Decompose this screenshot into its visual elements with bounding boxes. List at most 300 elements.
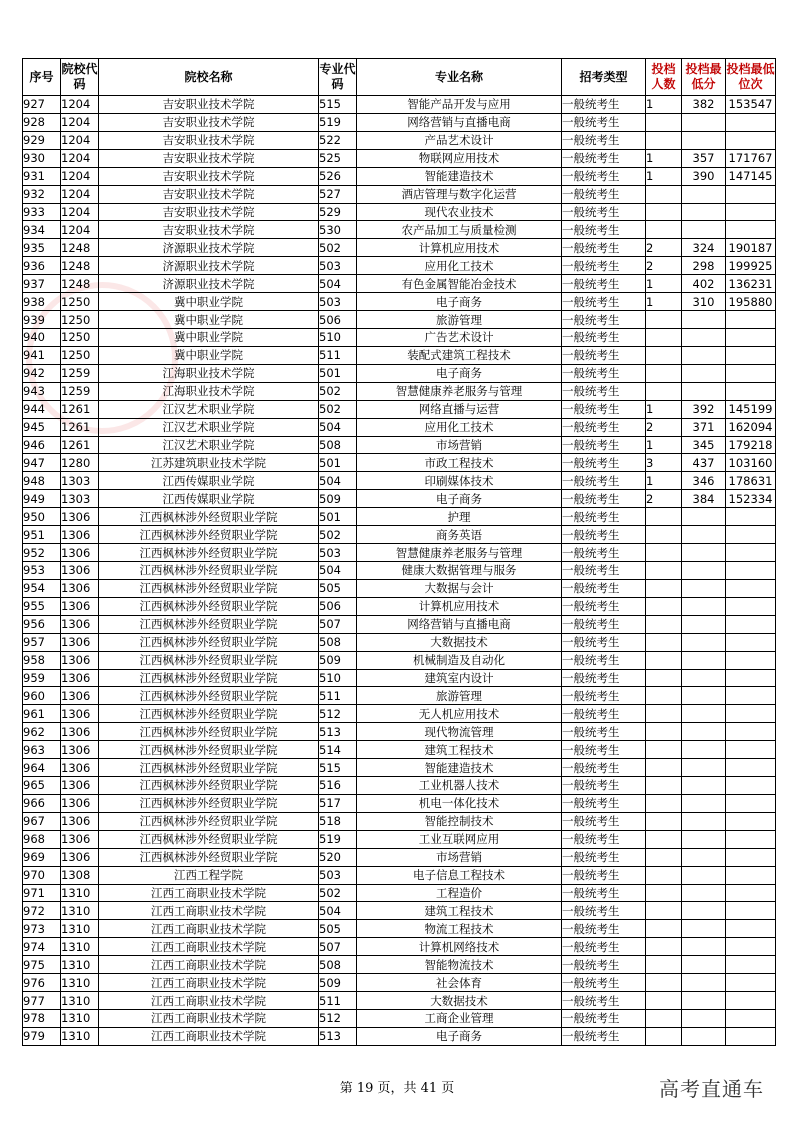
cell-school-name: 江西枫林涉外经贸职业学院 [99,777,319,795]
cell-school-name: 江西枫林涉外经贸职业学院 [99,615,319,633]
cell-type: 一般统考生 [562,1027,646,1045]
cell-count [646,938,682,956]
cell-count [646,544,682,562]
cell-school-code: 1306 [61,794,99,812]
cell-min-rank [726,185,776,203]
cell-count: 1 [646,275,682,293]
cell-major-name: 工业互联网应用 [357,830,562,848]
cell-major-name: 旅游管理 [357,311,562,329]
cell-school-name: 江西传媒职业学院 [99,472,319,490]
cell-type: 一般统考生 [562,508,646,526]
cell-major-name: 电子商务 [357,490,562,508]
cell-min-score [682,311,726,329]
cell-major-code: 530 [319,221,357,239]
cell-min-score [682,723,726,741]
cell-min-score [682,615,726,633]
cell-major-code: 507 [319,938,357,956]
cell-min-score: 437 [682,454,726,472]
cell-school-name: 江西枫林涉外经贸职业学院 [99,669,319,687]
cell-major-name: 智能建造技术 [357,759,562,777]
cell-school-name: 江汉艺术职业学院 [99,436,319,454]
cell-school-code: 1303 [61,490,99,508]
header-seq: 序号 [23,59,61,96]
cell-school-code: 1261 [61,436,99,454]
table-row [23,615,776,633]
cell-school-code: 1310 [61,938,99,956]
cell-school-code: 1204 [61,221,99,239]
cell-min-score [682,597,726,615]
cell-major-name: 大数据与会计 [357,579,562,597]
cell-count [646,221,682,239]
cell-count: 1 [646,400,682,418]
cell-min-rank [726,777,776,795]
cell-count: 1 [646,167,682,185]
cell-min-score [682,920,726,938]
cell-type: 一般统考生 [562,203,646,221]
table-row [23,884,776,902]
cell-school-name: 江西枫林涉外经贸职业学院 [99,759,319,777]
cell-type: 一般统考生 [562,113,646,131]
cell-min-rank [726,203,776,221]
cell-seq: 935 [23,239,61,257]
cell-min-score [682,848,726,866]
cell-type: 一般统考生 [562,866,646,884]
cell-count: 2 [646,418,682,436]
cell-school-code: 1306 [61,848,99,866]
cell-min-score [682,794,726,812]
cell-seq: 931 [23,167,61,185]
cell-seq: 967 [23,812,61,830]
cell-count: 3 [646,454,682,472]
cell-seq: 959 [23,669,61,687]
table-row [23,974,776,992]
cell-min-score [682,866,726,884]
table-row [23,992,776,1010]
table-row [23,113,776,131]
cell-school-name: 冀中职业学院 [99,328,319,346]
cell-seq: 960 [23,687,61,705]
cell-min-rank [726,382,776,400]
cell-min-score [682,992,726,1010]
cell-major-code: 511 [319,346,357,364]
cell-school-code: 1306 [61,615,99,633]
cell-count [646,830,682,848]
cell-seq: 963 [23,741,61,759]
cell-min-rank [726,651,776,669]
cell-major-code: 501 [319,364,357,382]
cell-major-name: 市场营销 [357,436,562,454]
cell-min-rank: 178631 [726,472,776,490]
cell-major-code: 512 [319,1010,357,1028]
cell-min-rank: 190187 [726,239,776,257]
cell-min-score [682,364,726,382]
table-row [23,382,776,400]
cell-min-score [682,1027,726,1045]
cell-major-name: 市场营销 [357,848,562,866]
cell-min-score [682,561,726,579]
table-row [23,185,776,203]
cell-min-rank: 103160 [726,454,776,472]
cell-major-code: 510 [319,328,357,346]
table-row [23,311,776,329]
cell-type: 一般统考生 [562,472,646,490]
cell-major-name: 电子商务 [357,1027,562,1045]
cell-major-name: 现代物流管理 [357,723,562,741]
cell-type: 一般统考生 [562,597,646,615]
cell-major-code: 501 [319,508,357,526]
cell-count: 1 [646,436,682,454]
header-school-name: 院校名称 [99,59,319,96]
cell-school-code: 1306 [61,526,99,544]
cell-major-code: 525 [319,149,357,167]
cell-type: 一般统考生 [562,131,646,149]
cell-min-score [682,777,726,795]
cell-school-name: 济源职业技术学院 [99,257,319,275]
cell-school-code: 1306 [61,705,99,723]
cell-school-code: 1204 [61,96,99,114]
cell-major-name: 机械制造及自动化 [357,651,562,669]
cell-min-score [682,974,726,992]
table-row [23,490,776,508]
cell-school-name: 冀中职业学院 [99,311,319,329]
cell-major-name: 有色金属智能冶金技术 [357,275,562,293]
cell-type: 一般统考生 [562,328,646,346]
cell-type: 一般统考生 [562,812,646,830]
cell-school-name: 江汉艺术职业学院 [99,400,319,418]
admission-table [22,58,776,1046]
cell-type: 一般统考生 [562,364,646,382]
cell-school-name: 吉安职业技术学院 [99,149,319,167]
cell-seq: 933 [23,203,61,221]
cell-min-score [682,705,726,723]
cell-seq: 954 [23,579,61,597]
cell-major-code: 504 [319,902,357,920]
cell-major-name: 应用化工技术 [357,418,562,436]
cell-min-score [682,812,726,830]
cell-min-rank [726,938,776,956]
cell-min-rank: 145199 [726,400,776,418]
cell-type: 一般统考生 [562,741,646,759]
cell-school-code: 1204 [61,149,99,167]
cell-type: 一般统考生 [562,418,646,436]
cell-seq: 964 [23,759,61,777]
cell-min-rank [726,633,776,651]
table-row [23,364,776,382]
cell-min-score: 298 [682,257,726,275]
cell-major-code: 503 [319,293,357,311]
cell-school-name: 吉安职业技术学院 [99,131,319,149]
cell-count [646,203,682,221]
cell-count [646,866,682,884]
table-row [23,920,776,938]
cell-count [646,669,682,687]
cell-type: 一般统考生 [562,956,646,974]
cell-major-code: 501 [319,454,357,472]
cell-min-score [682,759,726,777]
table-row [23,472,776,490]
cell-school-name: 吉安职业技术学院 [99,167,319,185]
table-row [23,938,776,956]
cell-count [646,974,682,992]
cell-min-rank [726,848,776,866]
cell-major-code: 503 [319,544,357,562]
cell-major-name: 大数据技术 [357,633,562,651]
cell-count: 2 [646,490,682,508]
cell-min-score: 310 [682,293,726,311]
cell-count [646,848,682,866]
cell-min-rank [726,1027,776,1045]
cell-min-score: 384 [682,490,726,508]
cell-seq: 976 [23,974,61,992]
cell-school-name: 江西枫林涉外经贸职业学院 [99,723,319,741]
cell-major-code: 503 [319,257,357,275]
cell-type: 一般统考生 [562,490,646,508]
cell-min-score: 357 [682,149,726,167]
cell-count [646,992,682,1010]
table-row [23,651,776,669]
cell-school-code: 1259 [61,382,99,400]
cell-count [646,723,682,741]
cell-school-name: 江西枫林涉外经贸职业学院 [99,544,319,562]
cell-school-name: 江西枫林涉外经贸职业学院 [99,508,319,526]
cell-type: 一般统考生 [562,723,646,741]
cell-min-rank [726,615,776,633]
cell-type: 一般统考生 [562,669,646,687]
cell-major-name: 网络直播与运营 [357,400,562,418]
cell-major-code: 504 [319,418,357,436]
cell-min-score [682,902,726,920]
cell-min-rank [726,346,776,364]
cell-seq: 956 [23,615,61,633]
cell-seq: 932 [23,185,61,203]
cell-major-name: 网络营销与直播电商 [357,615,562,633]
cell-type: 一般统考生 [562,561,646,579]
cell-major-code: 516 [319,777,357,795]
cell-min-rank [726,741,776,759]
cell-type: 一般统考生 [562,938,646,956]
cell-school-code: 1306 [61,830,99,848]
cell-major-code: 515 [319,759,357,777]
cell-major-code: 519 [319,830,357,848]
cell-type: 一般统考生 [562,526,646,544]
cell-school-name: 吉安职业技术学院 [99,185,319,203]
cell-type: 一般统考生 [562,992,646,1010]
cell-seq: 975 [23,956,61,974]
cell-count [646,794,682,812]
table-row [23,597,776,615]
cell-school-code: 1310 [61,974,99,992]
cell-major-code: 517 [319,794,357,812]
cell-type: 一般统考生 [562,705,646,723]
header-school-code: 院校代码 [61,59,99,96]
cell-school-name: 江西枫林涉外经贸职业学院 [99,687,319,705]
cell-school-name: 江西传媒职业学院 [99,490,319,508]
cell-major-code: 513 [319,723,357,741]
cell-min-score: 390 [682,167,726,185]
table-row [23,293,776,311]
cell-major-name: 市政工程技术 [357,454,562,472]
cell-count [646,185,682,203]
cell-school-name: 江西工商职业技术学院 [99,920,319,938]
cell-min-rank [726,221,776,239]
cell-school-code: 1310 [61,1010,99,1028]
cell-seq: 955 [23,597,61,615]
cell-major-name: 应用化工技术 [357,257,562,275]
cell-min-score [682,741,726,759]
table-row [23,526,776,544]
cell-count [646,328,682,346]
cell-major-name: 广告艺术设计 [357,328,562,346]
cell-major-name: 计算机应用技术 [357,239,562,257]
cell-count [646,902,682,920]
cell-seq: 973 [23,920,61,938]
cell-seq: 949 [23,490,61,508]
cell-type: 一般统考生 [562,633,646,651]
cell-type: 一般统考生 [562,884,646,902]
cell-major-name: 工业机器人技术 [357,777,562,795]
cell-type: 一般统考生 [562,293,646,311]
cell-min-score [682,221,726,239]
cell-type: 一般统考生 [562,974,646,992]
cell-type: 一般统考生 [562,221,646,239]
cell-seq: 944 [23,400,61,418]
cell-seq: 958 [23,651,61,669]
cell-major-name: 现代农业技术 [357,203,562,221]
cell-major-code: 515 [319,96,357,114]
cell-school-code: 1306 [61,579,99,597]
cell-min-score: 371 [682,418,726,436]
cell-seq: 928 [23,113,61,131]
cell-min-score [682,579,726,597]
cell-type: 一般统考生 [562,920,646,938]
cell-school-code: 1306 [61,597,99,615]
cell-min-score [682,508,726,526]
cell-major-name: 建筑室内设计 [357,669,562,687]
header-min-rank: 投档最低位次 [726,59,776,96]
cell-seq: 950 [23,508,61,526]
table-row [23,149,776,167]
cell-major-code: 518 [319,812,357,830]
cell-school-code: 1250 [61,293,99,311]
cell-school-code: 1306 [61,723,99,741]
cell-min-rank [726,597,776,615]
cell-school-name: 济源职业技术学院 [99,275,319,293]
cell-count [646,812,682,830]
cell-min-score [682,382,726,400]
cell-school-code: 1204 [61,203,99,221]
cell-seq: 962 [23,723,61,741]
cell-min-rank [726,526,776,544]
cell-major-name: 智能产品开发与应用 [357,96,562,114]
cell-seq: 972 [23,902,61,920]
cell-min-rank: 152334 [726,490,776,508]
cell-count [646,346,682,364]
table-row [23,902,776,920]
cell-school-name: 江西枫林涉外经贸职业学院 [99,579,319,597]
cell-major-code: 506 [319,311,357,329]
table-row [23,275,776,293]
cell-type: 一般统考生 [562,400,646,418]
cell-min-rank: 162094 [726,418,776,436]
cell-major-name: 网络营销与直播电商 [357,113,562,131]
cell-school-code: 1306 [61,687,99,705]
cell-count: 2 [646,257,682,275]
cell-major-code: 506 [319,597,357,615]
cell-major-name: 建筑工程技术 [357,741,562,759]
cell-major-code: 502 [319,239,357,257]
page-footer: 第 19 页，共 41 页 [339,1081,455,1096]
cell-school-code: 1248 [61,275,99,293]
cell-major-code: 513 [319,1027,357,1045]
cell-major-name: 智能物流技术 [357,956,562,974]
cell-major-name: 产品艺术设计 [357,131,562,149]
cell-school-name: 江西枫林涉外经贸职业学院 [99,830,319,848]
cell-count: 2 [646,239,682,257]
table-row [23,454,776,472]
cell-seq: 946 [23,436,61,454]
cell-seq: 934 [23,221,61,239]
header-count: 投档人数 [646,59,682,96]
cell-school-name: 江西枫林涉外经贸职业学院 [99,633,319,651]
cell-min-rank [726,508,776,526]
cell-min-score [682,346,726,364]
table-row [23,830,776,848]
cell-major-code: 505 [319,920,357,938]
cell-count: 1 [646,149,682,167]
cell-school-name: 江西枫林涉外经贸职业学院 [99,741,319,759]
cell-seq: 947 [23,454,61,472]
table-row [23,131,776,149]
cell-school-code: 1259 [61,364,99,382]
cell-school-code: 1204 [61,113,99,131]
cell-type: 一般统考生 [562,382,646,400]
cell-major-name: 健康大数据管理与服务 [357,561,562,579]
cell-min-rank [726,920,776,938]
cell-school-name: 江西工程学院 [99,866,319,884]
cell-seq: 940 [23,328,61,346]
cell-min-rank [726,1010,776,1028]
cell-school-code: 1303 [61,472,99,490]
cell-type: 一般统考生 [562,167,646,185]
cell-major-code: 509 [319,651,357,669]
cell-seq: 937 [23,275,61,293]
cell-min-score [682,633,726,651]
cell-seq: 970 [23,866,61,884]
cell-count [646,1010,682,1028]
cell-min-score [682,830,726,848]
cell-school-code: 1306 [61,812,99,830]
cell-min-score [682,669,726,687]
table-row [23,257,776,275]
cell-major-code: 519 [319,113,357,131]
cell-school-code: 1306 [61,669,99,687]
table-row [23,561,776,579]
cell-count [646,884,682,902]
table-row [23,741,776,759]
cell-min-score [682,185,726,203]
cell-type: 一般统考生 [562,777,646,795]
cell-type: 一般统考生 [562,275,646,293]
cell-type: 一般统考生 [562,794,646,812]
table-row [23,579,776,597]
cell-seq: 943 [23,382,61,400]
cell-count [646,705,682,723]
cell-school-code: 1306 [61,759,99,777]
table-row [23,239,776,257]
cell-min-rank [726,884,776,902]
cell-seq: 929 [23,131,61,149]
cell-school-code: 1248 [61,257,99,275]
